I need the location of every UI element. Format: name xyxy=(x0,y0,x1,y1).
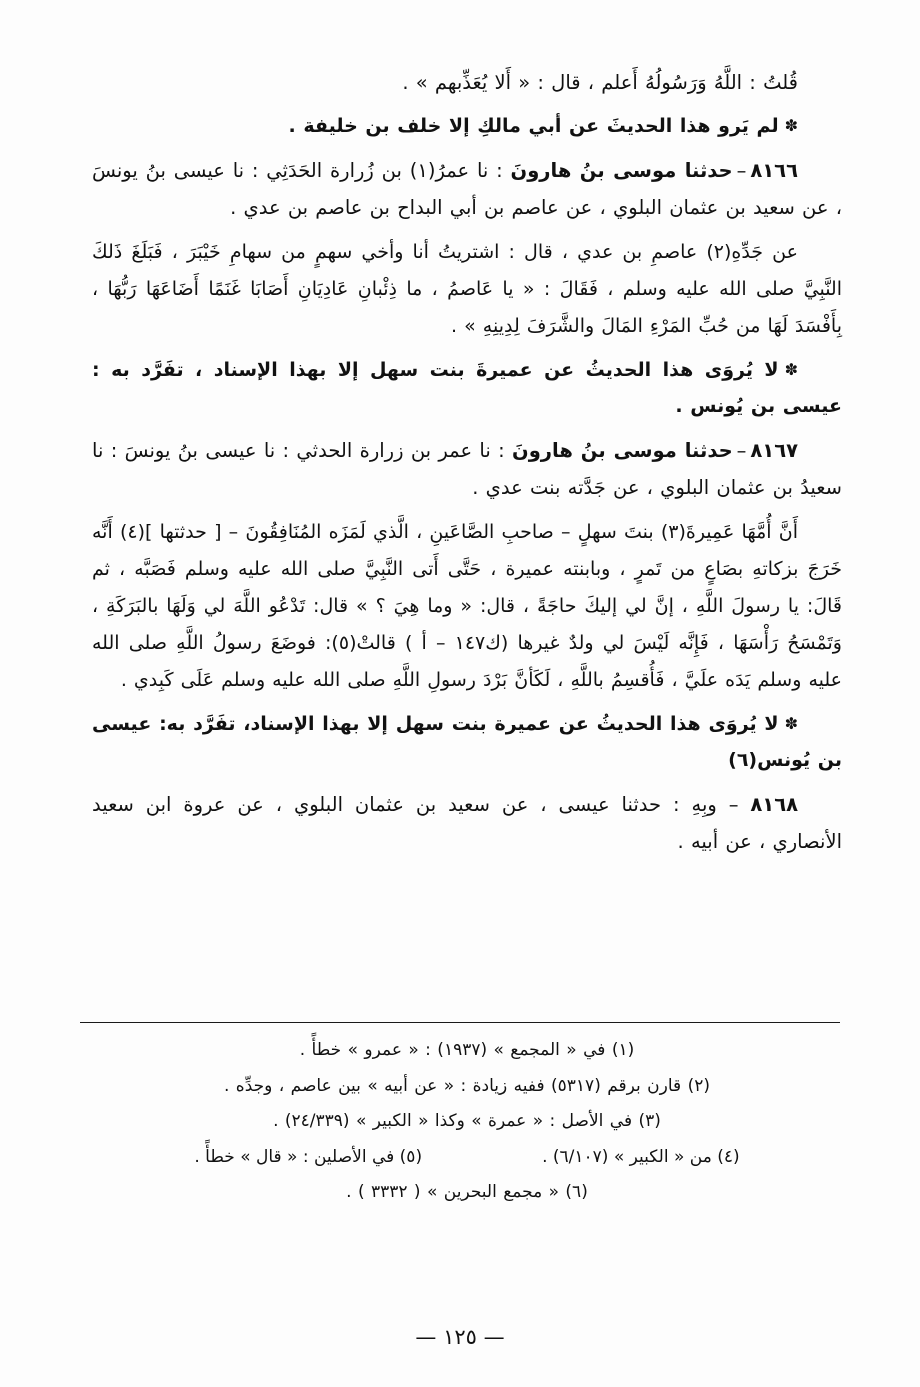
footnote-text-2: قارن برقم (٥٣١٧) ففيه زيادة : « عن أبيه » بين عاصم ، وجدِّه . xyxy=(223,1075,682,1096)
hadith-isnad-bold-8166: حدثنا موسى بنُ هارونَ xyxy=(510,158,733,182)
hadith-8168 xyxy=(92,786,842,861)
footnote-6 xyxy=(92,1180,842,1206)
hadith-number-8167: ٨١٦٧ xyxy=(750,438,798,462)
paragraph-note-3 xyxy=(92,706,842,779)
star-icon: ✽ xyxy=(784,116,798,136)
star-icon: ✽ xyxy=(784,713,798,733)
paragraph-opening: قُلتُ : اللَّهُ وَرَسُولُهُ أَعلم ، قال : « أَلا يُعَذِّبهم » . xyxy=(402,71,798,94)
hadith-number-8168: ٨١٦٨ xyxy=(750,792,798,816)
hadith-isnad-bold-8167: حدثنا موسى بنُ هارونَ xyxy=(512,438,733,462)
footnote-divider xyxy=(80,1022,840,1023)
footnote-text-3: في الأصل : « عمرة » وكذا « الكبير » (٢٤/٣٣٩) . xyxy=(273,1111,633,1131)
footnote-3 xyxy=(92,1109,842,1135)
star-icon: ✽ xyxy=(784,359,798,379)
hadith-number-8166: ٨١٦٦ xyxy=(750,158,798,182)
hadith-isnad-8167: : نا عمر بن زرارة الحدثي : نا عيسى بنُ يونسَ : نا سعيدُ بن عثمان البلوي ، عن جَدَّته بنت عدي . xyxy=(92,438,842,500)
footnote-marker-1: (١) xyxy=(611,1040,635,1060)
footnote-text-1: في « المجمع » (١٩٣٧) : « عمرو » خطأً . xyxy=(299,1040,606,1060)
footnote-text-5: في الأصلين : « قال » خطأً . xyxy=(194,1146,395,1167)
footnotes-section xyxy=(92,1038,842,1216)
page-number: — ١٢٥ — xyxy=(415,1325,505,1349)
page-body xyxy=(92,64,842,868)
footnote-marker-6: (٦) xyxy=(565,1182,588,1202)
footnote-marker-5: (٥) xyxy=(399,1146,423,1167)
footnote-marker-2: (٢) xyxy=(687,1075,711,1096)
footnote-marker-3: (٣) xyxy=(638,1111,661,1131)
hadith-isnad-8166: : نا عمرُ(١) بن زُرارة الحَدَثِي : نا عيسى بنُ يونسَ ، عن سعيد بن عثمان البلوي ، عن عاصم بن أبي البداح بن عاصم بن عدي . xyxy=(92,158,842,220)
dash-separator: – xyxy=(736,158,747,182)
hadith-8166 xyxy=(92,152,842,227)
dash-separator: – xyxy=(736,438,747,462)
footnote-text-6: « مجمع البحرين » ( ٣٣٣٢ ) . xyxy=(346,1182,559,1202)
footnote-5 xyxy=(194,1145,422,1171)
hadith-text-8167: أَنَّ أُمَّهَا عَمِيرةَ(٣) بنتَ سهلٍ – صاحبِ الصَّاعَينِ ، الَّذي لَمَزَه المُنَافِقُونَ – [ حدثتها ](٤) أَنَّه خَرَجَ بزكاتهِ بصَاعٍ من تَمرٍ ، وبابنته عميرة ، حَتَّى أَتى النَّبِيَّ صلى الله عليه وسلم فَصَبَّه ، ثم قَالَ: يا رسولَ اللَّهِ ، إنَّ لي إليكَ حاجَةً ، قال: « وما هِيَ ؟ » قال: تَدْعُو اللَّهَ لي وَلَهَا بالبَرَكَةِ ، وَتَمْسَحُ رَأْسَهَا ، فَإِنَّه لَيْسَ لي ولدٌ غيرها (ك١٤٧ – أ ) قالتْ(٥): فوضَعَ رسولُ اللَّهِ صلى الله عليه وسلم يَدَه علَيَّ ، فَأُقسِمُ باللَّهِ ، لَكَأنَّ بَرْدَ رسولِ اللَّهِ صلى الله عليه وسلم عَلَى كَبِدي . xyxy=(92,520,842,691)
hadith-text-8166: عن جَدِّهِ(٢) عاصمِ بن عدي ، قال : اشتريتُ أنا وأخي سهمٍ من سهامِ خَيْبَرَ ، فَبَلَغَ ذَلكَ النَّبِيَّ صلى الله عليه وسلم ، فَقَالَ : « يا عَاصمُ ، ما ذِئْبانِ عَادِيَانِ أَصَابَا غَنَمًا أَضَاعَهَا رَبُّهَا ، بِأَفْسَدَ لَهَا من حُبِّ المَرْءِ المَالَ والشَّرَفَ لِدِينِهِ » . xyxy=(92,240,842,337)
footnote-1 xyxy=(92,1038,842,1064)
note-text-2: لا يُروَى هذا الحديثُ عن عميرةَ بنت سهل إلا بهذا الإسناد ، تفَرَّد به : عيسى بن يُونس . xyxy=(92,358,842,418)
footnote-4 xyxy=(542,1145,740,1171)
hadith-8167 xyxy=(92,432,842,507)
paragraph-note-2 xyxy=(92,352,842,425)
paragraph-note-1 xyxy=(92,108,842,144)
note-text-1: لم يَرو هذا الحديثَ عن أبي مالكِ إلا خلف بن خليفة . xyxy=(288,115,779,138)
note-text-3: لا يُروَى هذا الحديثُ عن عميرة بنت سهل إلا بهذا الإسناد، تفَرَّد به: عيسى بن يُونس(٦) xyxy=(92,712,842,772)
hadith-isnad-8168: – وبِهِ : حدثنا عيسى ، عن سعيد بن عثمان البلوي ، عن عروة ابن سعيد الأنصاري ، عن أبيه . xyxy=(92,792,842,854)
footnote-text-4: من « الكبير » (٦/١٠٧) . xyxy=(542,1146,712,1167)
footnote-row-4-5 xyxy=(92,1145,842,1171)
footnote-2 xyxy=(92,1074,842,1100)
footnote-marker-4: (٤) xyxy=(717,1146,740,1167)
